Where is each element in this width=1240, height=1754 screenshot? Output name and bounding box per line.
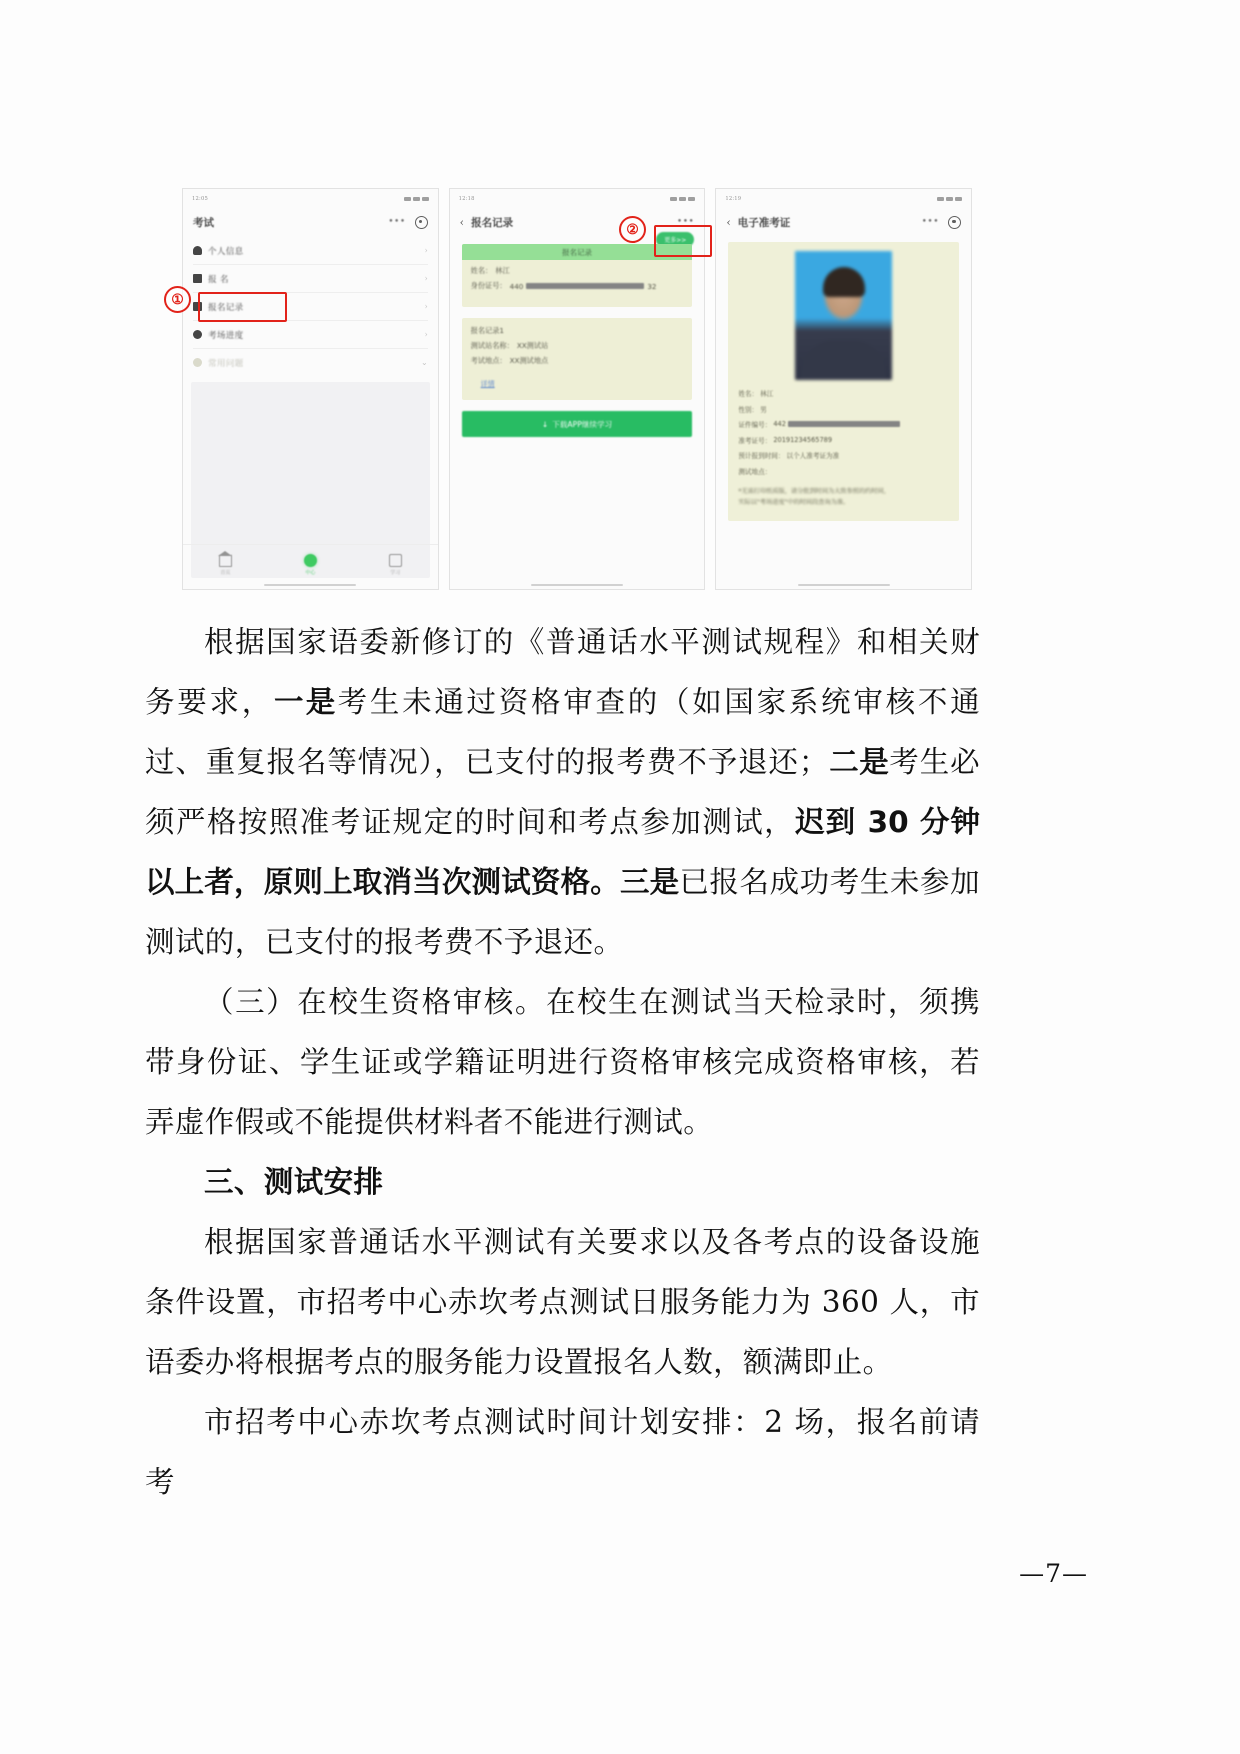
section-heading-test-arrangement: 三、测试安排 bbox=[204, 1165, 384, 1199]
wifi-icon bbox=[679, 197, 686, 201]
page-number: —7— bbox=[1019, 1559, 1088, 1588]
nav-bar bbox=[716, 207, 971, 237]
record-card-header bbox=[462, 244, 693, 260]
run-text: 考生未通过资格审查的（如国家系统审核不通过、重复报名等情况），已支付的报考费不予退还； bbox=[145, 685, 980, 779]
field-label: 姓名： bbox=[470, 266, 493, 275]
menu-item-personal-info[interactable] bbox=[193, 237, 428, 264]
chevron-right-icon: › bbox=[424, 246, 428, 255]
field-label: 测试站名称： bbox=[470, 341, 514, 350]
menu-item-label: 个人信息 bbox=[208, 246, 244, 257]
field-label: 性别： bbox=[738, 405, 759, 414]
menu-item-registration-record[interactable] bbox=[193, 293, 428, 320]
battery-icon bbox=[955, 197, 962, 201]
status-bar bbox=[183, 189, 438, 207]
field-label: 证件编号： bbox=[738, 421, 772, 429]
field-label: 准考证号： bbox=[738, 436, 772, 445]
annotation-number-2: ② bbox=[619, 216, 646, 243]
tab-bar bbox=[183, 544, 438, 582]
ticket-note-line: *无需打印纸质版，请分批到时间为大致参照的约时间， bbox=[738, 487, 890, 495]
redaction-bar bbox=[788, 421, 900, 428]
ticket-note-line: 实际以"考场进度"中的时间段查询为准。 bbox=[738, 499, 850, 507]
record-card-title: 报名记录 bbox=[562, 247, 592, 257]
chevron-right-icon: › bbox=[424, 302, 428, 311]
record-field-station bbox=[471, 341, 684, 351]
record-index-label bbox=[471, 326, 684, 336]
more-dots-icon[interactable]: ••• bbox=[388, 217, 406, 227]
run-text: 已报名成功考生未参加测试的，已支付的报考费不予退还。 bbox=[145, 865, 980, 959]
menu-list bbox=[183, 237, 438, 376]
ticket-field-report-time bbox=[738, 450, 949, 460]
menu-item-faq[interactable] bbox=[193, 349, 428, 376]
download-app-button[interactable] bbox=[462, 411, 693, 437]
paragraph-student-verification bbox=[145, 972, 980, 1152]
record-card bbox=[462, 244, 693, 307]
chevron-right-icon: › bbox=[424, 274, 428, 283]
field-value: 以个人准考证为准 bbox=[786, 452, 840, 460]
tab-label: 首页 bbox=[220, 570, 231, 576]
home-indicator bbox=[798, 584, 890, 587]
menu-item-register[interactable] bbox=[193, 265, 428, 292]
status-indicators bbox=[937, 197, 962, 201]
detail-link[interactable]: 详情 bbox=[480, 380, 495, 388]
nav-actions bbox=[677, 217, 694, 227]
tab-center[interactable] bbox=[304, 554, 317, 576]
admission-ticket-card bbox=[728, 242, 959, 521]
menu-item-label: 报 名 bbox=[208, 274, 229, 285]
run-text: （三）在校生资格审核。在校生在测试当天检录时，须携带身份证、学生证或学籍证明进行资格审核完成资格审核，若弄虚作假或不能提供材料者不能进行测试。 bbox=[145, 985, 980, 1139]
home-indicator bbox=[264, 584, 356, 587]
record-field-name bbox=[471, 266, 684, 276]
field-label: 报名记录1 bbox=[470, 326, 504, 335]
menu-item-label: 常用问题 bbox=[208, 358, 244, 369]
document-body bbox=[145, 612, 980, 1512]
paragraph-capacity bbox=[145, 1212, 980, 1392]
home-indicator bbox=[531, 584, 623, 587]
more-dots-icon[interactable]: ••• bbox=[676, 217, 695, 227]
record-field-id bbox=[471, 281, 684, 291]
question-icon bbox=[193, 358, 202, 367]
field-label: 测试地点： bbox=[738, 467, 772, 476]
study-icon bbox=[389, 554, 402, 567]
ticket-field-test-location bbox=[738, 466, 949, 476]
run-text: 市招考中心赤坎考点测试时间计划安排：2 场，报名前请考 bbox=[145, 1405, 980, 1499]
home-icon bbox=[219, 554, 232, 567]
run-text-bold: 迟到 30 分钟以上者，原则上取消当次测试资格。 bbox=[145, 805, 981, 899]
signal-icon bbox=[404, 197, 411, 201]
target-icon[interactable] bbox=[415, 216, 428, 229]
field-value: 20191234565789 bbox=[773, 435, 833, 444]
ticket-field-name bbox=[738, 388, 949, 398]
status-time: 12:18 bbox=[458, 196, 475, 202]
run-text-bold: 一是 bbox=[273, 685, 338, 719]
ticket-field-ticket-no bbox=[738, 435, 949, 445]
field-value: XX测试站 bbox=[516, 341, 549, 350]
field-value: 林江 bbox=[495, 266, 510, 275]
paragraph-refund-policy bbox=[145, 612, 980, 972]
field-label: 姓名： bbox=[738, 390, 759, 398]
phone-screenshot-registration-record bbox=[449, 188, 706, 590]
field-label: 身份证号： bbox=[470, 281, 507, 290]
run-text: 根据国家普通话水平测试有关要求以及各考点的设备设施条件设置，市招考中心赤坎考点测试日服务能力为 360 人，市语委办将根据考点的服务能力设置报名人数，额满即止。 bbox=[145, 1225, 980, 1379]
chevron-down-icon: ⌄ bbox=[420, 358, 428, 367]
redaction-bar bbox=[526, 283, 644, 290]
status-time: 12:05 bbox=[192, 196, 208, 202]
run-text-bold: 二是 bbox=[828, 745, 890, 779]
nav-actions bbox=[388, 216, 427, 229]
clock-icon bbox=[193, 330, 202, 339]
record-field-location bbox=[471, 356, 684, 366]
form-icon bbox=[193, 274, 202, 283]
tab-label: 学习 bbox=[390, 570, 401, 576]
status-time: 12:19 bbox=[725, 196, 742, 202]
menu-item-label: 考场进度 bbox=[208, 330, 244, 341]
field-value-tail: 32 bbox=[647, 281, 657, 291]
menu-item-label: 报名记录 bbox=[208, 302, 244, 313]
signal-icon bbox=[937, 197, 944, 201]
nav-title: 电子准考证 bbox=[737, 216, 791, 229]
field-value: 442 bbox=[773, 420, 786, 428]
status-indicators bbox=[670, 197, 695, 201]
run-text: 考生必须严格按照准考证规定的时间和考点参加测试， bbox=[145, 745, 980, 839]
candidate-photo bbox=[795, 251, 892, 380]
record-card-body bbox=[462, 260, 693, 307]
field-value: XX测试地点 bbox=[509, 356, 549, 365]
more-pill-button[interactable]: 更多>> bbox=[656, 232, 694, 247]
ticket-field-gender bbox=[738, 404, 949, 414]
field-label: 预计报到时间： bbox=[738, 452, 785, 460]
battery-icon bbox=[688, 197, 695, 201]
download-icon: ↓ bbox=[541, 419, 549, 429]
tab-study[interactable] bbox=[389, 554, 402, 576]
phone-screenshot-admission-ticket bbox=[715, 188, 972, 590]
nav-actions bbox=[922, 216, 961, 229]
person-icon bbox=[193, 246, 202, 255]
status-indicators bbox=[404, 197, 429, 201]
chevron-left-icon[interactable]: ‹ bbox=[459, 215, 465, 229]
field-value: 林江 bbox=[760, 390, 774, 398]
center-icon bbox=[304, 554, 317, 567]
chevron-right-icon: › bbox=[424, 330, 428, 339]
run-text: 根据国家语委新修订的《普通话水平测试规程》和相关财务要求， bbox=[145, 625, 980, 719]
status-bar bbox=[450, 189, 705, 207]
more-dots-icon[interactable]: ••• bbox=[921, 217, 940, 227]
ticket-note bbox=[738, 486, 949, 510]
nav-title: 报名记录 bbox=[471, 216, 514, 229]
target-icon[interactable] bbox=[948, 216, 961, 229]
nav-title: 考试 bbox=[193, 216, 214, 229]
field-value: 男 bbox=[760, 405, 767, 414]
screenshot-strip bbox=[171, 188, 972, 590]
records-icon bbox=[193, 302, 202, 311]
record-detail-card bbox=[462, 318, 693, 400]
battery-icon bbox=[422, 197, 429, 201]
nav-bar bbox=[183, 207, 438, 237]
paragraph-schedule bbox=[145, 1392, 980, 1512]
field-label: 考试地点： bbox=[470, 356, 507, 365]
chevron-left-icon[interactable]: ‹ bbox=[726, 215, 731, 229]
tab-home[interactable] bbox=[219, 554, 232, 576]
menu-item-exam-progress[interactable] bbox=[193, 321, 428, 348]
tab-label: 中心 bbox=[305, 570, 316, 576]
status-bar bbox=[716, 189, 971, 207]
signal-icon bbox=[670, 197, 677, 201]
annotation-number-1: ① bbox=[164, 286, 191, 313]
run-text-bold: 三是 bbox=[619, 865, 680, 899]
field-value: 440 bbox=[509, 281, 524, 291]
wifi-icon bbox=[946, 197, 953, 201]
ticket-field-id bbox=[738, 419, 949, 429]
wifi-icon bbox=[413, 197, 420, 201]
phone-screenshot-exam-menu bbox=[182, 188, 439, 590]
download-button-label: 下载APP继续学习 bbox=[552, 419, 613, 429]
